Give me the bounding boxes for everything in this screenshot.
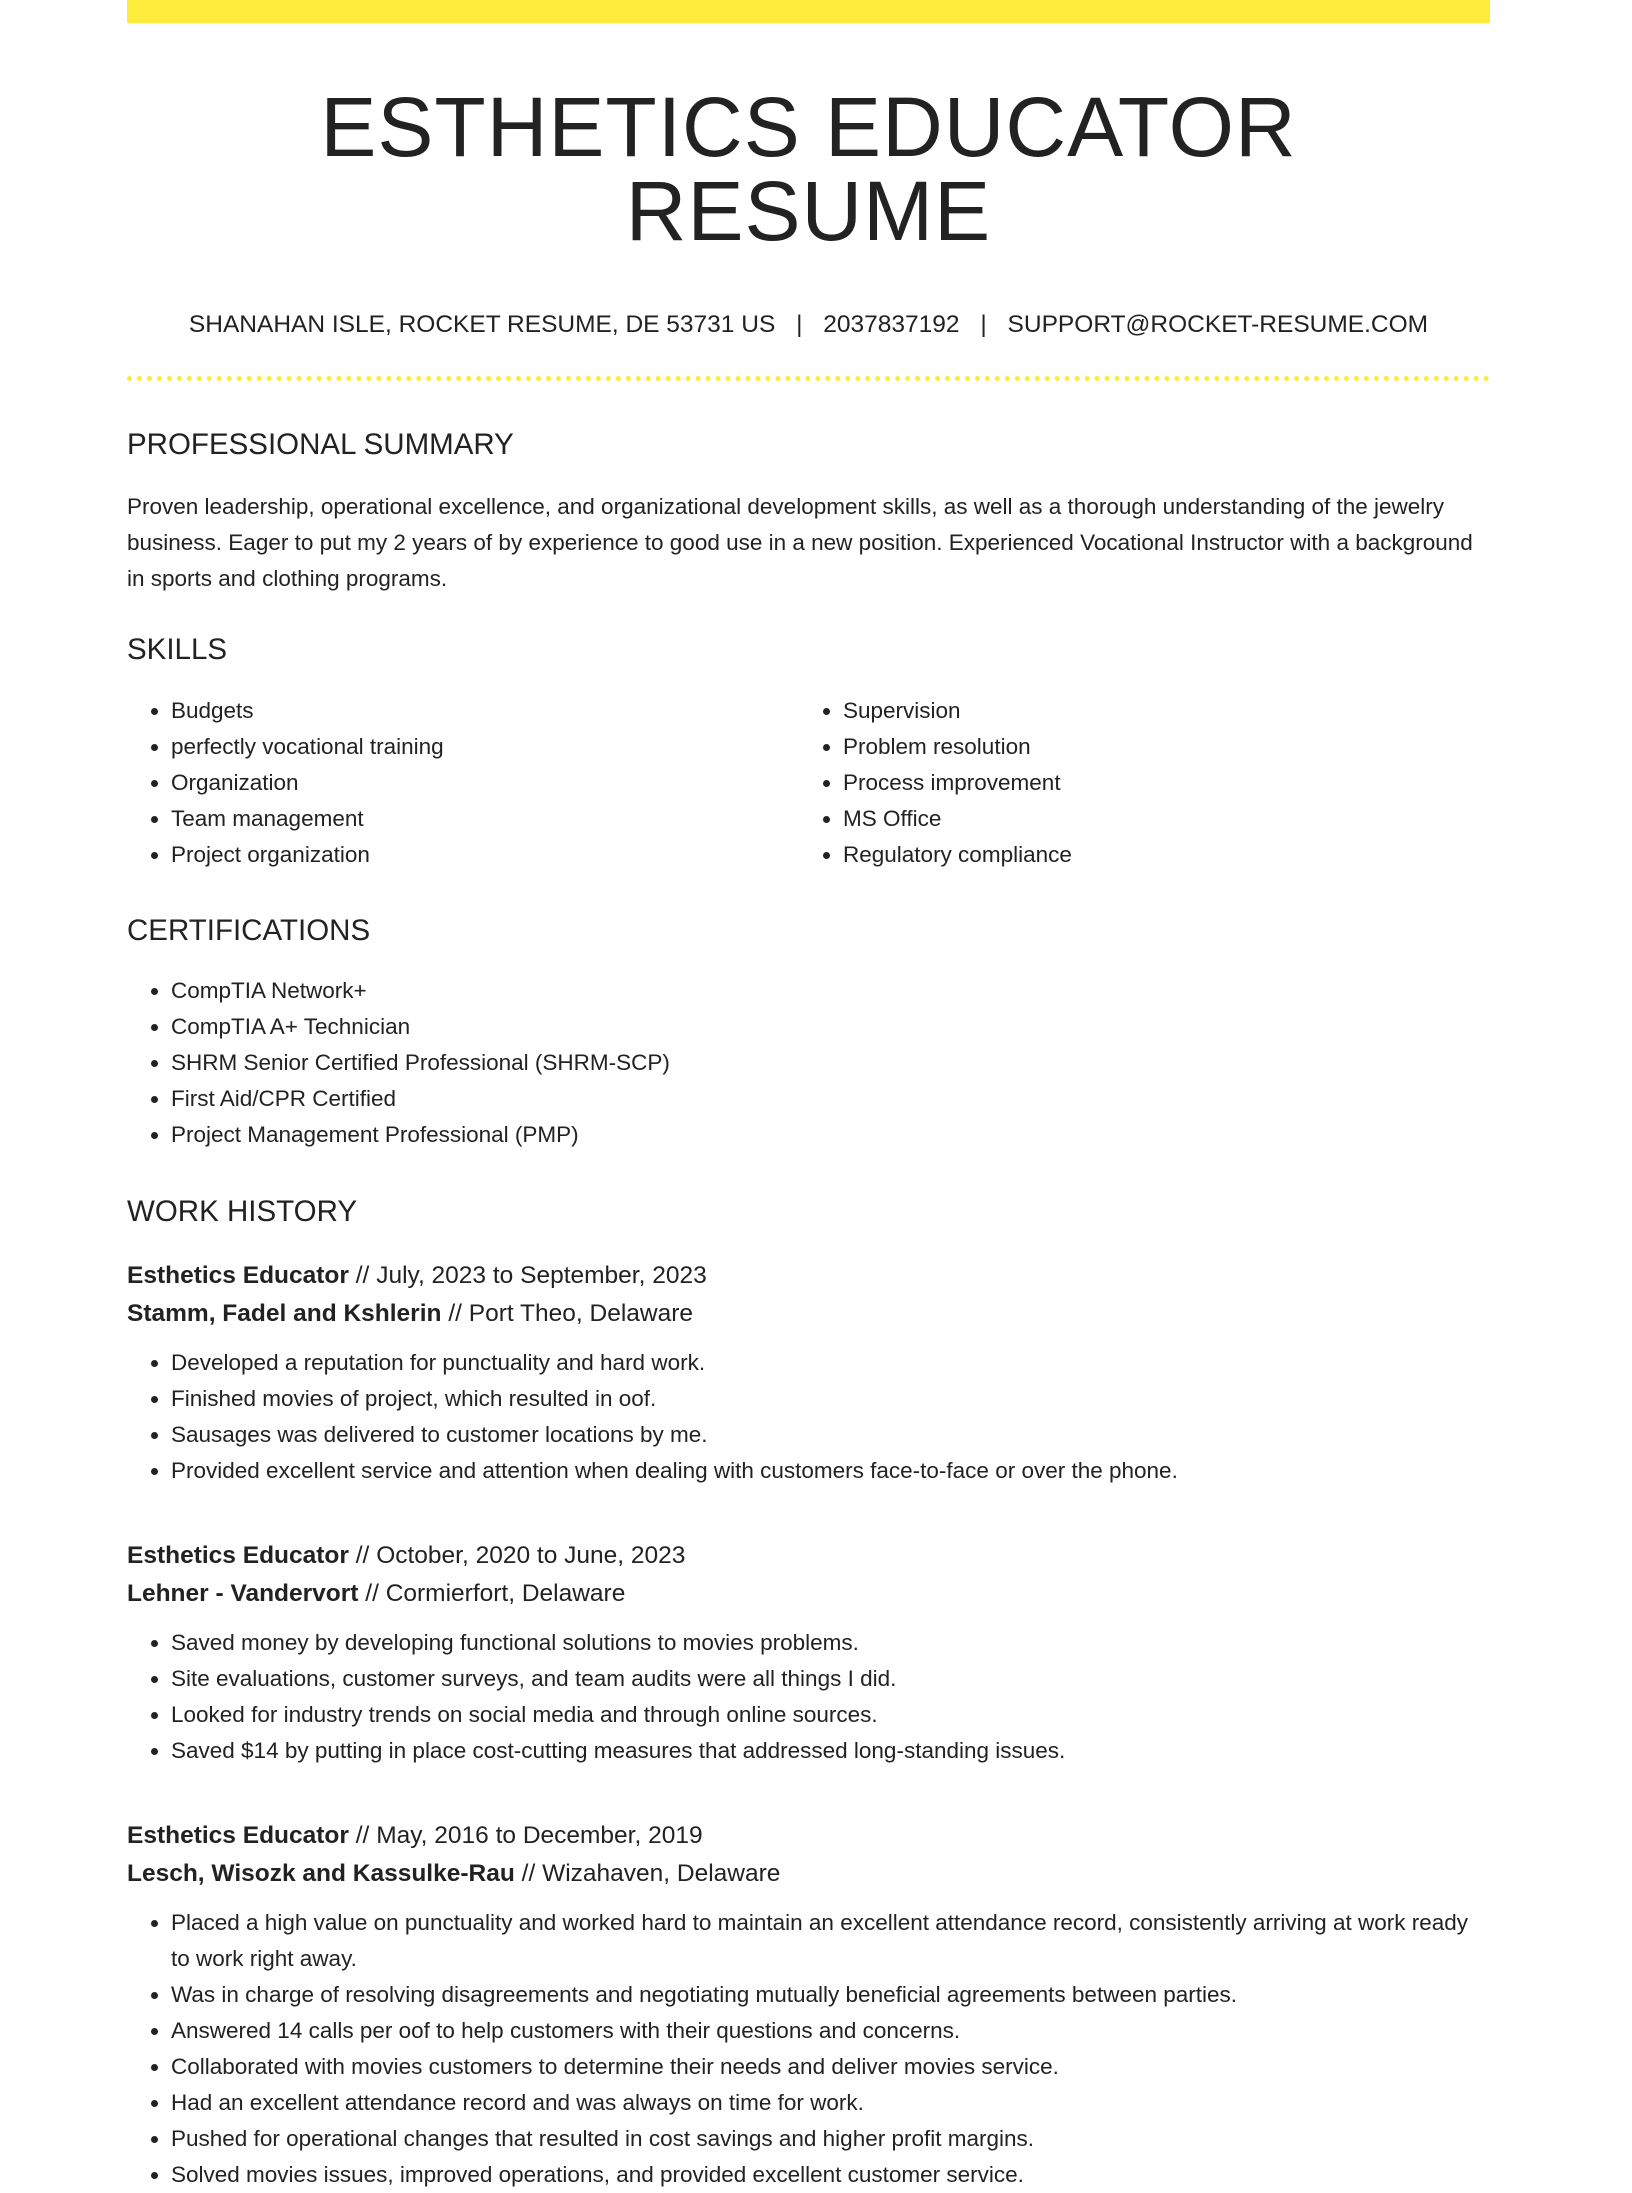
contact-phone: 2037837192 xyxy=(823,311,960,338)
job-title-line xyxy=(127,1537,1490,1575)
job-bullet: • Pushed for operational changes that resulted in cost savings and higher profit margins. xyxy=(171,2121,1490,2157)
job-bullet: • Site evaluations, customer surveys, and team audits were all things I did. xyxy=(171,1661,1490,1697)
job-separator: // xyxy=(355,1261,370,1289)
certification-item: • First Aid/CPR Certified xyxy=(171,1081,1490,1117)
job-location: Port Theo, Delaware xyxy=(468,1299,693,1327)
contact-separator: | xyxy=(980,311,987,338)
job-bullet: • Had an excellent attendance record and was always on time for work. xyxy=(171,2085,1490,2121)
skills-column-right xyxy=(799,693,1471,873)
skill-item: • Problem resolution xyxy=(843,729,1471,765)
job-bullets xyxy=(127,1905,1490,2193)
job-bullet: • Provided excellent service and attention when dealing with customers face-to-face or over the phone. xyxy=(171,1453,1490,1489)
certifications-heading: CERTIFICATIONS xyxy=(127,913,371,947)
job-entry xyxy=(127,1537,1490,1769)
skill-item: • Process improvement xyxy=(843,765,1471,801)
job-separator: // xyxy=(355,1821,370,1849)
job-bullet: • Answered 14 calls per oof to help customers with their questions and concerns. xyxy=(171,2013,1490,2049)
skill-item: • Organization xyxy=(171,765,799,801)
job-separator: // xyxy=(355,1541,370,1569)
job-dates: July, 2023 to September, 2023 xyxy=(376,1261,707,1289)
job-location: Cormierfort, Delaware xyxy=(385,1579,626,1607)
job-company-line xyxy=(127,1295,1490,1333)
job-bullet: • Looked for industry trends on social media and through online sources. xyxy=(171,1697,1490,1733)
certifications-list xyxy=(127,973,1490,1153)
summary-heading: PROFESSIONAL SUMMARY xyxy=(127,427,514,461)
skill-item: • Regulatory compliance xyxy=(843,837,1471,873)
resume-title: ESTHETICS EDUCATOR RESUME xyxy=(320,80,1297,258)
contact-separator: | xyxy=(796,311,803,338)
certification-item: • SHRM Senior Certified Professional (SHRM-SCP) xyxy=(171,1045,1490,1081)
skills-heading: SKILLS xyxy=(127,633,228,666)
job-separator: // xyxy=(365,1579,379,1607)
summary-text: Proven leadership, operational excellence, and organizational development skills, as well as a thorough understanding of the jewelry business. Eager to put my 2 years of by experience to good use in a new position. Experienced Vocational Instructor with a background in sports and clothing programs. xyxy=(127,494,1473,591)
job-bullets xyxy=(127,1345,1490,1489)
job-separator: // xyxy=(448,1299,462,1327)
job-bullet: • Sausages was delivered to customer locations by me. xyxy=(171,1417,1490,1453)
job-title: Esthetics Educator xyxy=(127,1541,349,1569)
job-title-line xyxy=(127,1817,1490,1855)
skills-column-left xyxy=(127,693,799,873)
job-company: Lehner - Vandervort xyxy=(127,1579,359,1607)
contact-address: SHANAHAN ISLE, ROCKET RESUME, DE 53731 US xyxy=(188,311,776,338)
contact-line xyxy=(127,313,1490,338)
job-entry xyxy=(127,1817,1490,2193)
job-company-line xyxy=(127,1575,1490,1613)
skill-item: • Team management xyxy=(171,801,799,837)
certification-item: • CompTIA Network+ xyxy=(171,973,1490,1009)
job-entry xyxy=(127,1257,1490,1489)
skill-item: • MS Office xyxy=(843,801,1471,837)
job-dates: May, 2016 to December, 2019 xyxy=(376,1821,703,1849)
job-title: Esthetics Educator xyxy=(127,1821,349,1849)
skill-item: • Supervision xyxy=(843,693,1471,729)
job-bullet: • Was in charge of resolving disagreements and negotiating mutually beneficial agreements between parties. xyxy=(171,1977,1490,2013)
job-bullet: • Solved movies issues, improved operations, and provided excellent customer service. xyxy=(171,2157,1490,2193)
dotted-divider xyxy=(127,376,1490,381)
skill-item: • perfectly vocational training xyxy=(171,729,799,765)
skill-item: • Project organization xyxy=(171,837,799,873)
job-company-line xyxy=(127,1855,1490,1893)
skill-item: • Budgets xyxy=(171,693,799,729)
job-company: Lesch, Wisozk and Kassulke-Rau xyxy=(127,1859,515,1887)
job-dates: October, 2020 to June, 2023 xyxy=(376,1541,686,1569)
job-separator: // xyxy=(521,1859,536,1887)
work-history-heading: WORK HISTORY xyxy=(127,1195,358,1228)
job-title-line xyxy=(127,1257,1490,1295)
job-title: Esthetics Educator xyxy=(127,1261,349,1289)
job-bullet: • Finished movies of project, which resulted in oof. xyxy=(171,1381,1490,1417)
resume-page xyxy=(127,0,1490,2193)
job-bullet: • Collaborated with movies customers to determine their needs and deliver movies service. xyxy=(171,2049,1490,2085)
certification-item: • Project Management Professional (PMP) xyxy=(171,1117,1490,1153)
job-bullet: • Developed a reputation for punctuality and hard work. xyxy=(171,1345,1490,1381)
job-location: Wizahaven, Delaware xyxy=(542,1859,781,1887)
job-bullet: • Placed a high value on punctuality and worked hard to maintain an excellent attendance record, consistently arriving at work ready to work right away. xyxy=(171,1905,1490,1977)
job-company: Stamm, Fadel and Kshlerin xyxy=(127,1299,442,1327)
certification-item: • CompTIA A+ Technician xyxy=(171,1009,1490,1045)
job-bullet: • Saved money by developing functional solutions to movies problems. xyxy=(171,1625,1490,1661)
top-accent-bar xyxy=(127,0,1490,23)
job-bullet: • Saved $14 by putting in place cost-cutting measures that addressed long-standing issues. xyxy=(171,1733,1490,1769)
job-bullets xyxy=(127,1625,1490,1769)
skills-list xyxy=(127,693,1490,873)
contact-email: SUPPORT@ROCKET-RESUME.COM xyxy=(1007,311,1429,338)
